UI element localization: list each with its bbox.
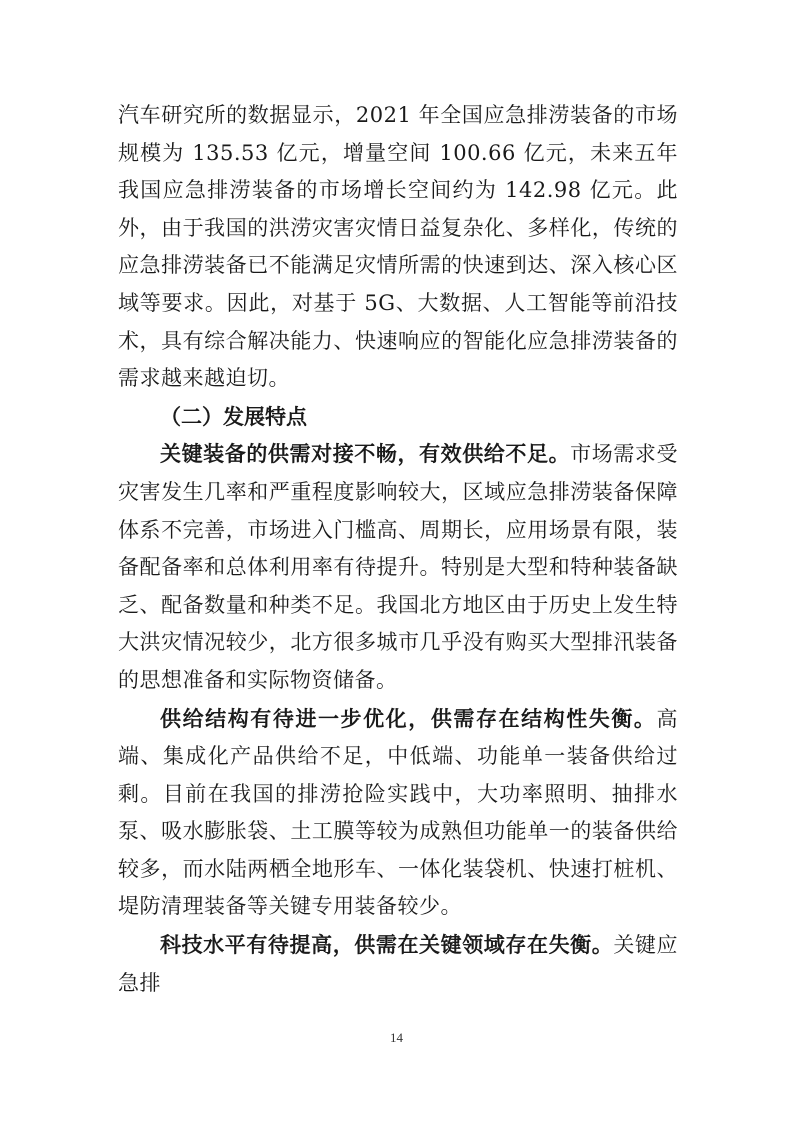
page-number: 14 xyxy=(390,1030,403,1045)
paragraph-lead: 科技水平有待提高，供需在关键领域存在失衡。 xyxy=(160,932,614,958)
paragraph-lead: 关键装备的供需对接不畅，有效供给不足。 xyxy=(160,441,571,467)
paragraph-market-size: 汽车研究所的数据显示，2021 年全国应急排涝装备的市场规模为 135.53 亿元，增量空间 100.66 亿元，未来五年我国应急排涝装备的市场增长空间约为 142.98 亿元。此外，由于我国的洪涝灾害灾情日益复杂化、多样化，传统的应急排涝装备已不能满足灾情所需的快速到达、深入核心区域等要求。因此，对基于 5G、大数据、人工智能等前沿技术，具有综合解决能力、快速响应的智能化应急排涝装备的需求越来越迫切。 xyxy=(118,103,678,391)
paragraph-body: 市场需求受灾害发生几率和严重程度影响较大，区域应急排涝装备保障体系不完善，市场进入门槛高、周期长，应用场景有限，装备配备率和总体利用率有待提升。特别是大型和特种装备缺乏、配备数量和种类不足。我国北方地区由于历史上发生特大洪灾情况较少，北方很多城市几乎没有购买大型排汛装备的思想准备和实际物资储备。 xyxy=(118,442,679,692)
section-heading: （二）发展特点 xyxy=(160,403,307,429)
paragraph-body: 关键应急排 xyxy=(118,933,679,995)
paragraph-supply-demand xyxy=(118,435,678,699)
body-text xyxy=(118,97,678,1002)
paragraph-lead: 供给结构有待进一步优化，供需存在结构性失衡。 xyxy=(160,705,657,731)
paragraph-body: 高端、集成化产品供给不足，中低端、功能单一装备供给过剩。目前在我国的排涝抢险实践中，大功率照明、抽排水泵、吸水膨胀袋、土工膜等较为成熟但功能单一的装备供给较多，而水陆两栖全地形车、一体化装袋机、快速打桩机、堤防清理装备等关键专用装备较少。 xyxy=(118,706,678,919)
paragraph-supply-structure xyxy=(118,700,678,927)
paragraph-technology xyxy=(118,926,678,1002)
